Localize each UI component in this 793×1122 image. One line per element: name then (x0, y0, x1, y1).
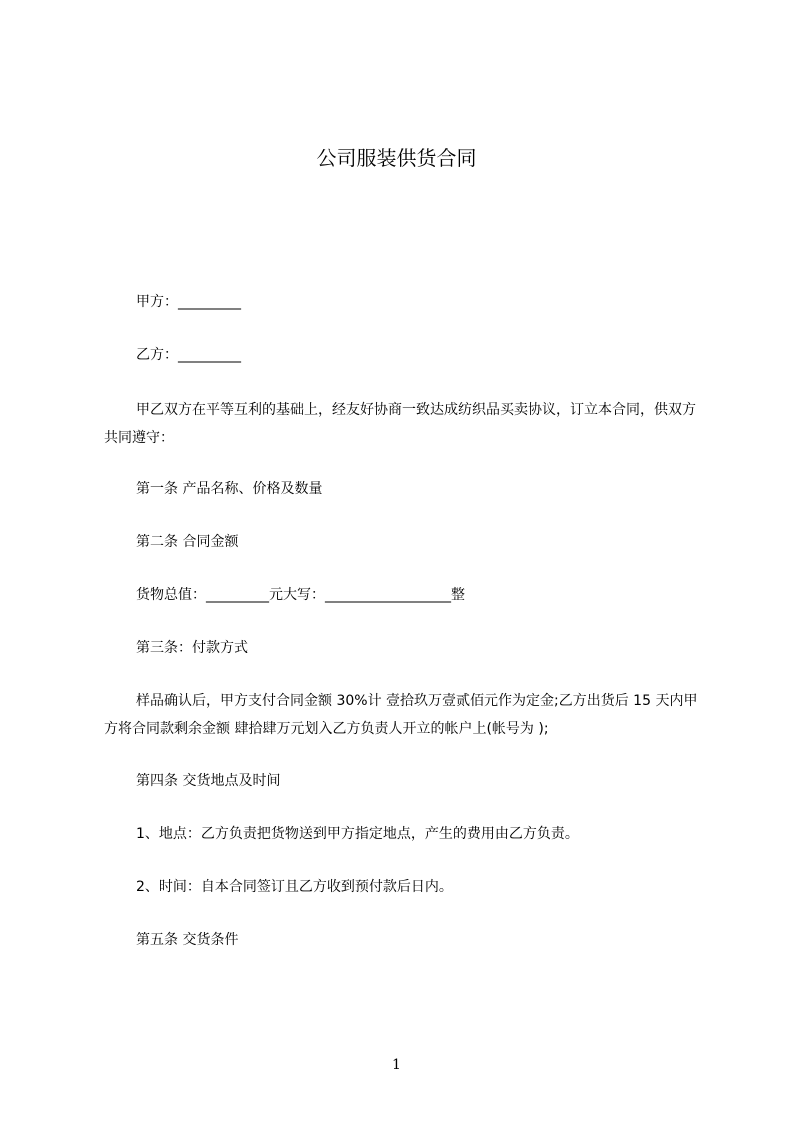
document-title: 公司服装供货合同 (316, 146, 477, 170)
party-a-line: 甲方：_________ (136, 294, 241, 310)
party-b-line: 乙方：_________ (136, 347, 241, 363)
article-3-heading: 第三条：付款方式 (136, 640, 248, 656)
delivery-time-line: 2、时间：自本合同签订且乙方收到预付款后日内。 (136, 879, 453, 895)
total-value-line: 货物总值：_________元大写：__________________整 (136, 587, 465, 603)
payment-terms-paragraph: 样品确认后，甲方支付合同金额 30%计 壹拾玖万壹贰佰元作为定金;乙方出货后 15 天内甲方将合同款剩余金额 肆拾肆万元划入乙方负责人开立的帐户上(帐号为 ); (104, 693, 698, 737)
intro-paragraph: 甲乙双方在平等互利的基础上，经友好协商一致达成纺织品买卖协议，订立本合同，供双方共同遵守： (104, 402, 696, 446)
article-4-heading: 第四条 交货地点及时间 (136, 773, 281, 789)
article-2-heading: 第二条 合同金额 (136, 534, 239, 550)
article-1-heading: 第一条 产品名称、价格及数量 (136, 481, 323, 497)
page-number: 1 (392, 1057, 401, 1073)
delivery-place-line: 1、地点：乙方负责把货物送到甲方指定地点，产生的费用由乙方负责。 (136, 826, 579, 842)
article-5-heading: 第五条 交货条件 (136, 932, 239, 948)
